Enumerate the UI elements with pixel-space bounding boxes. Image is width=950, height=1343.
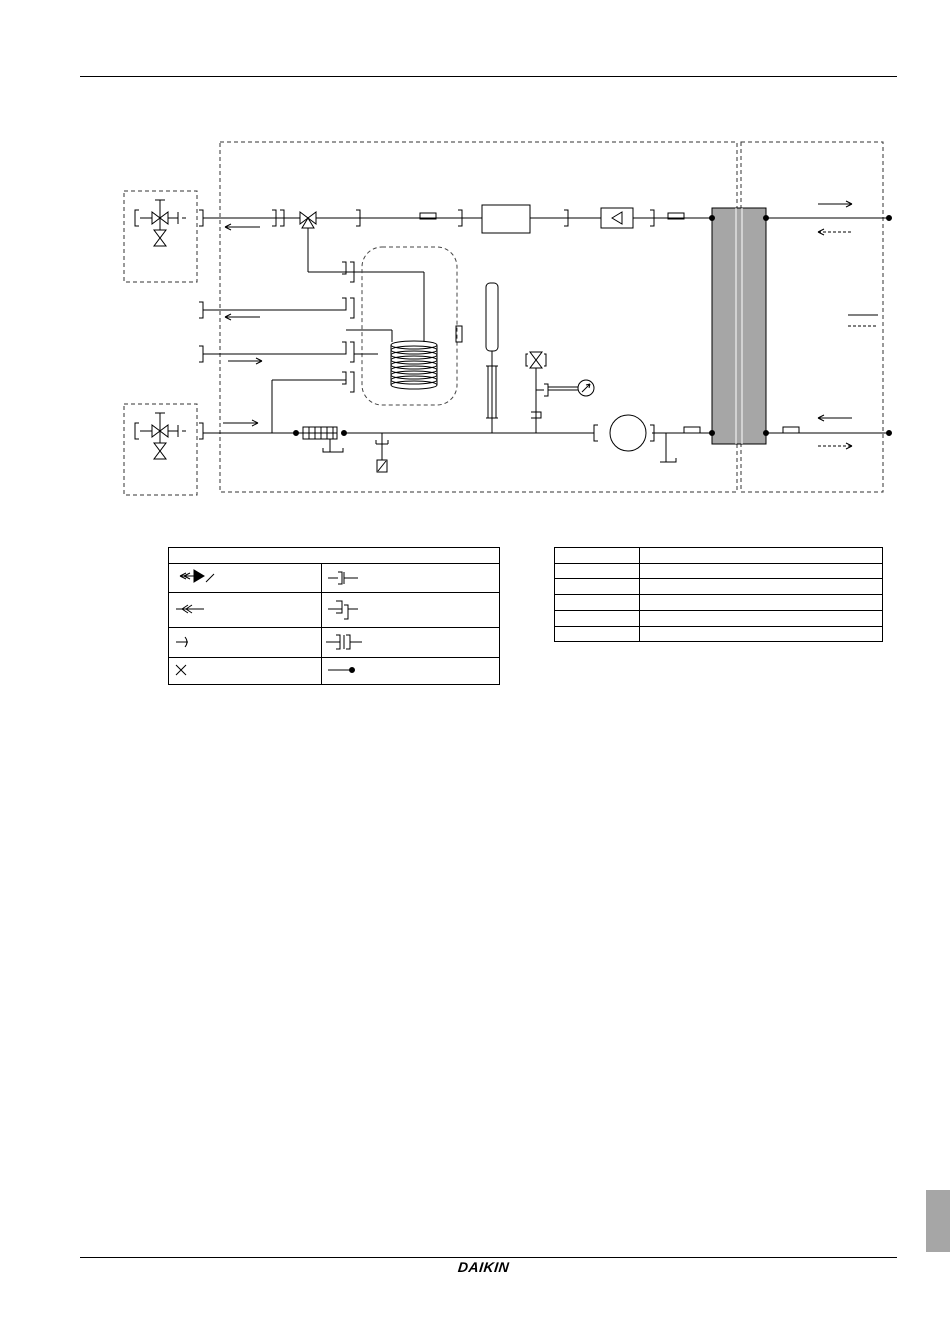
pressure-gauge-icon: [526, 352, 594, 433]
indoor-unit-boundary: [220, 142, 737, 492]
pinched-pipe-icon: [176, 665, 186, 675]
heat-exchanger-icon: [710, 208, 769, 444]
quick-coupling-icon: [342, 298, 354, 318]
field-connection-icon: [199, 210, 203, 226]
double-flare-icon: [176, 605, 204, 613]
field-connection-icon: [199, 302, 203, 318]
shutoff-valve-icon: [135, 413, 186, 459]
flow-sensor-icon: [601, 208, 633, 228]
chapter-side-tab: [926, 1190, 950, 1252]
expansion-vessel-icon: [486, 283, 498, 433]
pump-icon: [594, 415, 676, 462]
filter-icon: [294, 427, 347, 452]
drain-valve-icon: [376, 433, 388, 472]
code-description-table: [554, 547, 883, 642]
brazed-joint-icon: [328, 668, 355, 673]
quick-coupling-icon: [328, 601, 358, 619]
brazed-joint-icon: [887, 431, 892, 436]
shutoff-valve-icon: [135, 200, 186, 246]
brazed-joint-icon: [887, 216, 892, 221]
quick-coupling-icon: [342, 342, 354, 362]
tank-coil-icon: [346, 272, 437, 389]
tube-end-icon: [176, 637, 188, 647]
temperature-sensor-icon: [684, 427, 700, 433]
quick-coupling-icon: [342, 372, 354, 392]
field-connection-icon: [328, 572, 358, 584]
field-connection-icon: [199, 346, 203, 362]
union-coupling-icon: [326, 635, 362, 649]
brand-logo: DAIKIN: [457, 1259, 511, 1275]
temperature-sensor-icon: [783, 427, 799, 433]
symbol-legend-table: [168, 547, 500, 685]
backup-heater-icon: [482, 205, 530, 233]
screw-connection-flare-icon: [180, 570, 214, 582]
footer-rule: [80, 1257, 897, 1258]
field-connection-icon: [199, 423, 203, 439]
